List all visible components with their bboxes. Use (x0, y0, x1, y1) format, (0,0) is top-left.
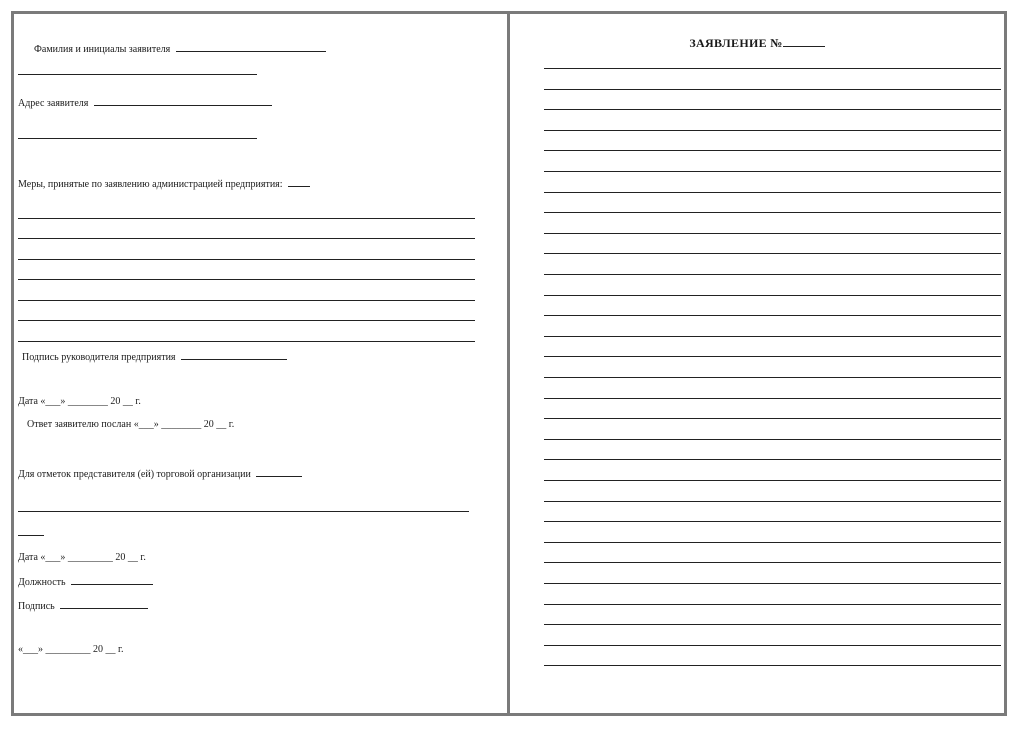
representatives-row (18, 467, 302, 481)
writing-line[interactable] (544, 480, 1001, 481)
writing-line[interactable] (544, 130, 1001, 131)
writing-line[interactable] (544, 274, 1001, 275)
manager-signature-field[interactable] (181, 350, 287, 360)
writing-line[interactable] (544, 521, 1001, 522)
measures-line[interactable] (18, 320, 475, 321)
measures-line[interactable] (18, 279, 475, 280)
writing-line[interactable] (544, 89, 1001, 90)
writing-line[interactable] (544, 212, 1001, 213)
date-line-1: Дата «___» ________ 20 __ г. (18, 396, 141, 407)
signature-label: Подпись (18, 601, 55, 612)
applicant-address-field[interactable] (94, 96, 272, 106)
writing-line[interactable] (544, 356, 1001, 357)
measures-field[interactable] (288, 177, 310, 187)
manager-signature-row (22, 350, 287, 364)
right-page (510, 14, 1004, 713)
applicant-address-row (18, 96, 272, 110)
writing-line[interactable] (544, 459, 1001, 460)
signature-row (18, 599, 148, 613)
date-line-3: «___» _________ 20 __ г. (18, 644, 124, 655)
writing-line[interactable] (544, 295, 1001, 296)
writing-line[interactable] (544, 583, 1001, 584)
writing-line[interactable] (544, 109, 1001, 110)
representatives-line-short[interactable] (18, 535, 44, 536)
writing-line[interactable] (544, 377, 1001, 378)
writing-line[interactable] (544, 439, 1001, 440)
writing-line[interactable] (544, 665, 1001, 666)
reply-sent-line: Ответ заявителю послан «___» ________ 20 __ г. (27, 419, 235, 430)
writing-line[interactable] (544, 336, 1001, 337)
statement-number-field[interactable] (783, 37, 825, 47)
writing-line[interactable] (544, 501, 1001, 502)
statement-title-text: ЗАЯВЛЕНИЕ № (689, 36, 783, 50)
manager-signature-label: Подпись руководителя предприятия (22, 352, 176, 363)
applicant-name-row (34, 42, 326, 56)
signature-field[interactable] (60, 599, 148, 609)
date-line-2: Дата «___» _________ 20 __ г. (18, 552, 146, 563)
representatives-line[interactable] (18, 511, 469, 512)
writing-line[interactable] (544, 233, 1001, 234)
measures-label: Меры, принятые по заявлению администрацией предприятия: (18, 179, 283, 190)
applicant-name-field[interactable] (176, 42, 326, 52)
representatives-label: Для отметок представителя (ей) торговой организации (18, 469, 251, 480)
measures-line[interactable] (18, 341, 475, 342)
position-field[interactable] (71, 575, 153, 585)
measures-line[interactable] (18, 238, 475, 239)
writing-line[interactable] (544, 398, 1001, 399)
applicant-name-field-line2[interactable] (18, 74, 257, 75)
applicant-name-label: Фамилия и инициалы заявителя (34, 44, 171, 55)
writing-line[interactable] (544, 253, 1001, 254)
measures-row (18, 177, 310, 191)
representatives-field[interactable] (256, 467, 302, 477)
measures-line[interactable] (18, 218, 475, 219)
writing-line[interactable] (544, 171, 1001, 172)
writing-line[interactable] (544, 645, 1001, 646)
statement-title (510, 36, 1004, 51)
writing-line[interactable] (544, 315, 1001, 316)
writing-line[interactable] (544, 604, 1001, 605)
writing-line[interactable] (544, 624, 1001, 625)
measures-line[interactable] (18, 300, 475, 301)
writing-line[interactable] (544, 192, 1001, 193)
applicant-address-label: Адрес заявителя (18, 98, 89, 109)
measures-line[interactable] (18, 259, 475, 260)
writing-line[interactable] (544, 542, 1001, 543)
writing-line[interactable] (544, 150, 1001, 151)
applicant-address-field-line2[interactable] (18, 138, 257, 139)
writing-line[interactable] (544, 68, 1001, 69)
writing-line[interactable] (544, 562, 1001, 563)
left-page (14, 14, 507, 713)
writing-line[interactable] (544, 418, 1001, 419)
position-label: Должность (18, 577, 66, 588)
position-row (18, 575, 153, 589)
